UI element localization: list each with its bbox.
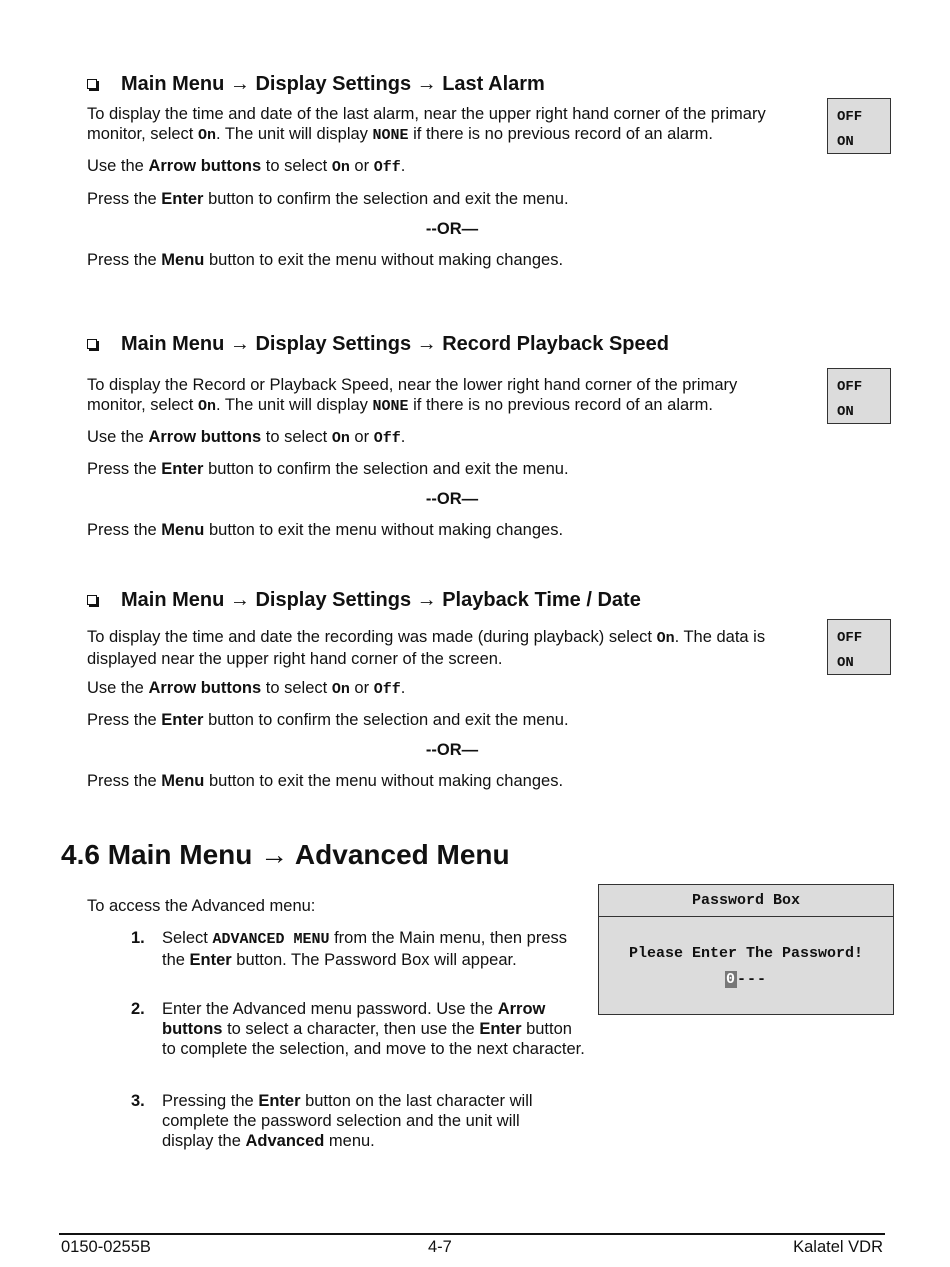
use-arrows-instruction: Use the Arrow buttons to select On or Off. — [87, 679, 406, 698]
option-on[interactable]: ON — [837, 404, 854, 420]
footer-product: Kalatel VDR — [793, 1238, 883, 1256]
password-field[interactable]: 0--- — [725, 971, 768, 988]
use-arrows-instruction: Use the Arrow buttons to select On or Off. — [87, 157, 406, 176]
password-box — [598, 884, 894, 1015]
use-arrows-instruction: Use the Arrow buttons to select On or Off. — [87, 428, 406, 447]
press-menu-instruction: Press the Menu button to exit the menu without making changes. — [87, 521, 564, 539]
option-box-playback-time-date[interactable] — [827, 619, 891, 675]
advanced-intro: To access the Advanced menu: — [87, 897, 316, 915]
footer-doc-number: 0150-0255B — [61, 1238, 151, 1256]
press-menu-instruction: Press the Menu button to exit the menu without making changes. — [87, 772, 564, 790]
or-divider: --OR— — [425, 490, 479, 508]
press-enter-instruction: Press the Enter button to confirm the selection and exit the menu. — [87, 190, 569, 208]
password-prompt: Please Enter The Password! — [628, 945, 864, 962]
password-box-header: Password Box — [599, 885, 893, 917]
option-on[interactable]: ON — [837, 655, 854, 671]
password-cursor[interactable]: 0 — [725, 971, 736, 988]
or-divider: --OR— — [425, 741, 479, 759]
option-box-record-playback-speed[interactable] — [827, 368, 891, 424]
press-enter-instruction: Press the Enter button to confirm the selection and exit the menu. — [87, 711, 569, 729]
advanced-steps-list: 1. Select ADVANCED MENU from the Main menu, then press the Enter button. The Password Box will appear. 2. Enter the Advanced menu password. Use the Arrow buttons to select a character, then use the Enter button to complete the selection, and move to the next character. 3. Pressing the Enter button on the last character will complete the password selection and the unit will display the Advanced menu. — [131, 929, 585, 1150]
option-box-last-alarm[interactable] — [827, 98, 891, 154]
option-off[interactable]: OFF — [837, 109, 863, 125]
checkbox-bullet-icon — [87, 339, 97, 349]
section-title-record-playback-speed: Main Menu → Display Settings → Record Playback Speed — [87, 333, 669, 356]
or-divider: --OR— — [425, 220, 479, 238]
press-enter-instruction: Press the Enter button to confirm the selection and exit the menu. — [87, 460, 569, 478]
option-off[interactable]: OFF — [837, 630, 863, 646]
checkbox-bullet-icon — [87, 79, 97, 89]
press-menu-instruction: Press the Menu button to exit the menu without making changes. — [87, 251, 564, 269]
footer-page-number: 4-7 — [428, 1238, 452, 1256]
option-off[interactable]: OFF — [837, 379, 863, 395]
section-title-last-alarm: Main Menu → Display Settings → Last Alarm — [87, 73, 545, 96]
footer-divider — [59, 1233, 885, 1235]
section-title-playback-time-date: Main Menu → Display Settings → Playback Time / Date — [87, 589, 641, 612]
section-desc-record-playback-speed: To display the Record or Playback Speed, near the lower right hand corner of the primary monitor, select On. The unit will display NONE if there is no previous record of an alarm. — [87, 376, 738, 415]
section-heading-advanced-menu: 4.6 Main Menu → Advanced Menu — [61, 839, 510, 870]
section-desc-playback-time-date: To display the time and date the recording was made (during playback) select On. The data is displayed near the upper right hand corner of the screen. — [87, 628, 766, 668]
option-on[interactable]: ON — [837, 134, 854, 150]
section-desc-last-alarm: To display the time and date of the last alarm, near the upper right hand corner of the primary monitor, select On. The unit will display NONE if there is no previous record of an alarm. — [87, 105, 766, 144]
checkbox-bullet-icon — [87, 595, 97, 605]
